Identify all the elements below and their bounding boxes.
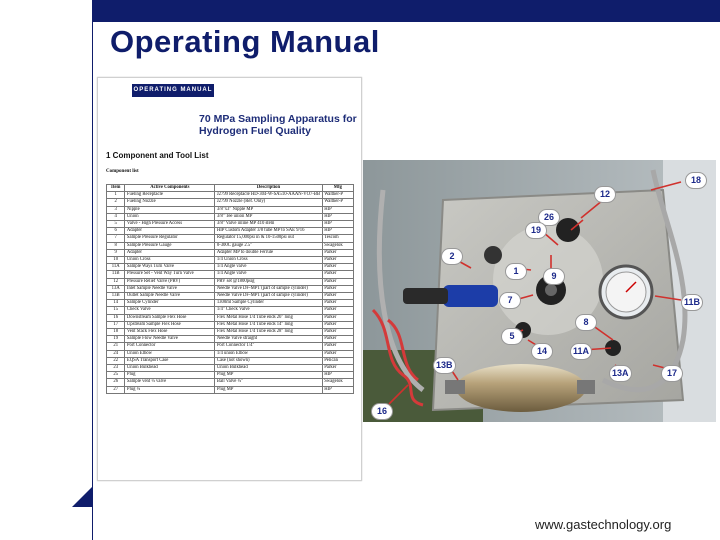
table-row	[107, 336, 354, 343]
table-row	[107, 221, 354, 228]
table-cell: Plug MP	[215, 372, 322, 379]
table-cell: HIP	[322, 221, 353, 228]
table-cell: 21	[107, 343, 125, 350]
component-table-body	[107, 192, 354, 394]
table-cell: Downstream Sample Flex Hose	[125, 314, 215, 321]
table-cell: HIP	[322, 228, 353, 235]
table-cell: 2	[107, 199, 125, 206]
callout-label: 13A	[609, 365, 632, 382]
table-row	[107, 228, 354, 235]
table-row	[107, 264, 354, 271]
callout-label: 13B	[433, 357, 456, 374]
table-cell: 1	[107, 192, 125, 199]
table-cell: 27	[107, 386, 125, 393]
table-cell: Flex Metal Hose 1/4 Tube ends 28" long	[215, 329, 322, 336]
table-cell: Pressure Set - Vent Way Turn Valve	[125, 271, 215, 278]
table-cell: 12	[107, 278, 125, 285]
table-cell: Sample Pressure Gauge	[125, 242, 215, 249]
table-cell: 24	[107, 350, 125, 357]
table-row	[107, 192, 354, 199]
table-row	[107, 271, 354, 278]
table-cell: 11A	[107, 264, 125, 271]
table-cell: Parker	[322, 350, 353, 357]
table-cell: 10	[107, 257, 125, 264]
table-cell: Parker	[322, 285, 353, 292]
table-cell: J2799 Receptacle HD-304-W-SA510-AAAN-VO7-BB	[216, 192, 321, 198]
column-header: Item	[107, 185, 125, 192]
left-divider-line	[92, 22, 93, 540]
callout-label: 8	[575, 314, 597, 331]
table-cell: Parker	[322, 293, 353, 300]
table-cell: 1/4 union Elbow	[215, 350, 322, 357]
table-row	[107, 350, 354, 357]
table-row	[107, 343, 354, 350]
table-cell: Upstream Sample Flex Hose	[125, 321, 215, 328]
table-cell: 22	[107, 357, 125, 364]
manual-title: 70 MPa Sampling Apparatus for Hydrogen Fuel Quality	[199, 113, 357, 137]
table-row	[107, 235, 354, 242]
table-row	[107, 365, 354, 372]
table-row	[107, 379, 354, 386]
table-cell: 1/4" Check Valve	[215, 307, 322, 314]
table-cell: Plug ¼	[125, 386, 215, 393]
table-cell: Outlet Sample Needle Valve	[125, 293, 215, 300]
table-row	[107, 257, 354, 264]
table-cell: Tescom	[322, 235, 353, 242]
table-cell: EQSA Transport Case	[125, 357, 215, 364]
column-header: Active Components	[125, 185, 215, 192]
table-cell: Ball Valve ¼"	[215, 379, 322, 386]
table-cell: Port Connector	[125, 343, 215, 350]
component-table	[106, 184, 354, 394]
manual-banner-text: OPERATING MANUAL	[133, 87, 213, 93]
table-cell: 4	[107, 213, 125, 220]
table-cell: Parker	[322, 257, 353, 264]
callout-label: 1	[505, 263, 527, 280]
table-cell: Check Valve	[125, 307, 215, 314]
table-cell: Sample Cylinder	[125, 300, 215, 307]
apparatus-photo	[363, 160, 716, 422]
table-cell: Parker	[322, 336, 353, 343]
table-cell: 25	[107, 372, 125, 379]
table-row	[107, 249, 354, 256]
table-cell: Sample Pressure Regulator	[125, 235, 215, 242]
table-cell: Parker	[322, 264, 353, 271]
footer-url[interactable]: www.gastechnology.org	[535, 517, 672, 532]
table-cell: 16	[107, 314, 125, 321]
callout-label: 12	[594, 186, 616, 203]
callout-label: 2	[441, 248, 463, 265]
manual-page-image	[97, 77, 362, 481]
section-heading: 1 Component and Tool List	[106, 151, 209, 160]
table-cell: Parker	[322, 329, 353, 336]
table-cell: Sample vent ¼ valve	[125, 379, 215, 386]
header-bar	[92, 0, 720, 22]
table-cell: Adapter MP to double Ferrule	[215, 249, 322, 256]
table-cell: Adapter	[125, 249, 215, 256]
table-row	[107, 386, 354, 393]
table-cell: Union Cross	[125, 257, 215, 264]
table-cell: Sample Ways Turn Valve	[125, 264, 215, 271]
table-cell: Fueling Nozzle	[125, 199, 215, 206]
table-cell: Needle Valve straight	[215, 336, 322, 343]
table-row	[107, 357, 354, 364]
table-cell: Parker	[322, 300, 353, 307]
table-cell: 13B	[107, 293, 125, 300]
table-cell: 7	[107, 235, 125, 242]
table-row	[107, 293, 354, 300]
callout-label: 18	[685, 172, 707, 189]
callout-label: 17	[661, 365, 683, 382]
table-cell: Union Bulkhead	[215, 365, 322, 372]
table-cell: Union	[125, 213, 215, 220]
table-cell: 3/8" Tee union MP	[215, 213, 322, 220]
table-cell: HIP	[322, 206, 353, 213]
table-cell: Parker	[322, 321, 353, 328]
table-cell: 18	[107, 329, 125, 336]
table-cell: 3	[107, 206, 125, 213]
slide-title: Operating Manual	[110, 24, 380, 59]
corner-accent	[72, 487, 92, 507]
table-cell: Pelican	[322, 357, 353, 364]
column-header: Mfg	[322, 185, 353, 192]
table-cell: Union Elbow	[125, 350, 215, 357]
table-cell: Swagelok	[322, 379, 353, 386]
table-row	[107, 321, 354, 328]
table-cell: 1/4 Union Cross	[215, 257, 322, 264]
table-cell: Case (not shown)	[215, 357, 322, 364]
table-cell: Flex Metal Hose 1/4 Tube ends 14" long	[215, 321, 322, 328]
table-row	[107, 213, 354, 220]
table-cell: Parker	[322, 278, 353, 285]
table-cell: Flex Metal Hose 1/4 Tube ends 26" long	[215, 314, 322, 321]
table-cell: Swagelok	[322, 242, 353, 249]
callout-label: 16	[371, 403, 393, 420]
table-cell: Inlet Sample Needle Valve	[125, 285, 215, 292]
table-cell: 23	[107, 365, 125, 372]
table-cell: Walther-P	[322, 199, 353, 206]
callout-label: 7	[499, 292, 521, 309]
table-row	[107, 242, 354, 249]
table-cell: HIP	[322, 213, 353, 220]
table-cell: 11B	[107, 271, 125, 278]
table-row	[107, 307, 354, 314]
manual-banner	[132, 84, 214, 97]
apparatus-illustration	[363, 160, 716, 422]
table-row	[107, 278, 354, 285]
table-cell: HIP	[322, 372, 353, 379]
table-cell: 9	[107, 249, 125, 256]
table-cell: Port Connector 1/4"	[215, 343, 322, 350]
callout-label: 11B	[681, 294, 703, 311]
table-cell: Needle Valve DF-MPT (part of sample cylinder)	[215, 285, 322, 292]
table-cell: Pressure Relief Valve (PRV)	[125, 278, 215, 285]
table-cell: 14	[107, 300, 125, 307]
table-cell: Valve - High Pressure Access	[125, 221, 215, 228]
callout-label: 14	[531, 343, 553, 360]
table-cell: Adapter	[125, 228, 215, 235]
table-cell: 26	[107, 379, 125, 386]
table-row	[107, 372, 354, 379]
table-cell: Parker	[322, 271, 353, 278]
callout-label: 11A	[570, 343, 592, 360]
table-cell: Sample Flow Needle Valve	[125, 336, 215, 343]
component-list-subheading: Component list	[106, 169, 139, 174]
table-cell: Walther-P	[322, 192, 353, 199]
table-header-row	[107, 185, 354, 192]
table-cell: 3/8" Valve inline MP 410 stem	[215, 221, 322, 228]
callout-label: 26	[538, 209, 560, 226]
table-row	[107, 314, 354, 321]
callout-label: 19	[525, 222, 547, 239]
table-cell: HIP	[322, 386, 353, 393]
table-cell: 13A	[107, 285, 125, 292]
table-cell: Plug	[125, 372, 215, 379]
callout-label: 9	[543, 268, 565, 285]
callout-label: 5	[501, 328, 523, 345]
table-cell: Parker	[322, 307, 353, 314]
table-cell: Parker	[322, 343, 353, 350]
table-cell: 1300ml Sample Cylinder	[215, 300, 322, 307]
table-cell: 15	[107, 307, 125, 314]
table-row	[107, 300, 354, 307]
table-cell: 1/4 Angle valve	[215, 264, 322, 271]
table-cell: Needle Valve DF-MPT (part of sample cylinder)	[215, 293, 322, 300]
table-cell: Vent Stack Flex Hose	[125, 329, 215, 336]
table-cell: Regulator 15,000psi in & 10-1500psi out	[215, 235, 322, 242]
table-cell: Parker	[322, 249, 353, 256]
column-header: Description	[215, 185, 322, 192]
table-cell: 1/4 Angle valve	[215, 271, 322, 278]
table-row	[107, 206, 354, 213]
table-cell: J2799 Nozzle (Ref. Only)	[215, 199, 322, 206]
table-cell: PRV set @1800psig	[215, 278, 322, 285]
table-cell: Plug MP	[215, 386, 322, 393]
table-row	[107, 285, 354, 292]
table-cell: HIP Custom Adapter 3/8 tube MP to SAE 9/16	[215, 228, 322, 235]
table-cell: Union Bulkhead	[125, 365, 215, 372]
table-cell: 17	[107, 321, 125, 328]
table-cell: Parker	[322, 314, 353, 321]
table-cell: Parker	[322, 365, 353, 372]
table-cell: 8	[107, 242, 125, 249]
table-cell: 0-300C gauge 2.5"	[215, 242, 322, 249]
table-cell: 5	[107, 221, 125, 228]
table-cell: 6	[107, 228, 125, 235]
table-cell: Fueling Receptacle	[125, 192, 215, 199]
table-row	[107, 199, 354, 206]
table-cell: Nipple	[125, 206, 215, 213]
table-row	[107, 329, 354, 336]
table-cell: 3/8"x3" Nipple MP	[215, 206, 322, 213]
table-cell: 19	[107, 336, 125, 343]
